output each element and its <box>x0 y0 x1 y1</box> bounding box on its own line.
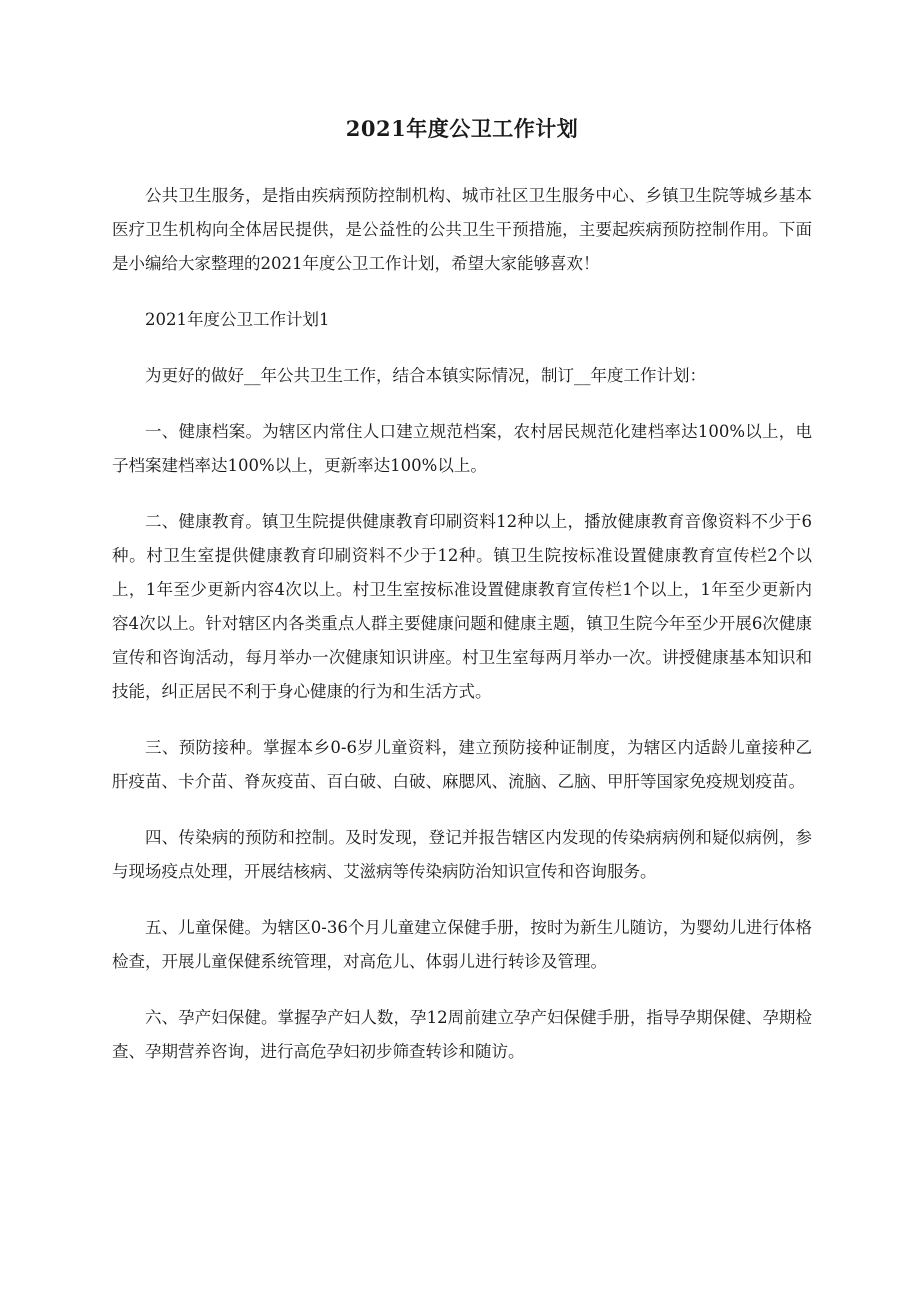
item-infectious-disease: 四、传染病的预防和控制。及时发现，登记并报告辖区内发现的传染病病例和疑似病例，参与现场疫点处理，开展结核病、艾滋病等传染病防治知识宣传和咨询服务。 <box>112 828 812 881</box>
intro-paragraph: 公共卫生服务，是指由疾病预防控制机构、城市社区卫生服务中心、乡镇卫生院等城乡基本医疗卫生机构向全体居民提供，是公益性的公共卫生干预措施，主要起疾病预防控制作用。下面是小编给大家整理的2021年度公卫工作计划，希望大家能够喜欢！ <box>112 186 812 273</box>
item-health-records: 一、健康档案。为辖区内常住人口建立规范档案，农村居民规范化建档率达100%以上，电子档案建档率达100%以上，更新率达100%以上。 <box>112 422 812 475</box>
section-heading: 2021年度公卫工作计划1 <box>145 310 330 329</box>
document-title: 2021年度公卫工作计划 <box>345 116 579 141</box>
item-vaccination: 三、预防接种。掌握本乡0-6岁儿童资料，建立预防接种证制度，为辖区内适龄儿童接种乙肝疫苗、卡介苗、脊灰疫苗、百白破、白破、麻腮风、流脑、乙脑、甲肝等国家免疫规划疫苗。 <box>112 738 812 791</box>
item-maternal-health: 六、孕产妇保健。掌握孕产妇人数，孕12周前建立孕产妇保健手册，指导孕期保健、孕期检查、孕期营养咨询，进行高危孕妇初步筛查转诊和随访。 <box>112 1008 812 1061</box>
item-child-health: 五、儿童保健。为辖区0-36个月儿童建立保健手册，按时为新生儿随访，为婴幼儿进行体格检查，开展儿童保健系统管理，对高危儿、体弱儿进行转诊及管理。 <box>112 918 812 971</box>
item-health-education: 二、健康教育。镇卫生院提供健康教育印刷资料12种以上，播放健康教育音像资料不少于6种。村卫生室提供健康教育印刷资料不少于12种。镇卫生院按标准设置健康教育宣传栏2个以上，1年至少更新内容4次以上。村卫生室按标准设置健康教育宣传栏1个以上，1年至少更新内容4次以上。针对辖区内各类重点人群主要健康问题和健康主题，镇卫生院今年至少开展6次健康宣传和咨询活动，每月举办一次健康知识讲座。村卫生室每两月举办一次。讲授健康基本知识和技能，纠正居民不利于身心健康的行为和生活方式。 <box>112 512 812 701</box>
plan-intro-paragraph: 为更好的做好__年公共卫生工作，结合本镇实际情况，制订__年度工作计划： <box>145 366 706 385</box>
